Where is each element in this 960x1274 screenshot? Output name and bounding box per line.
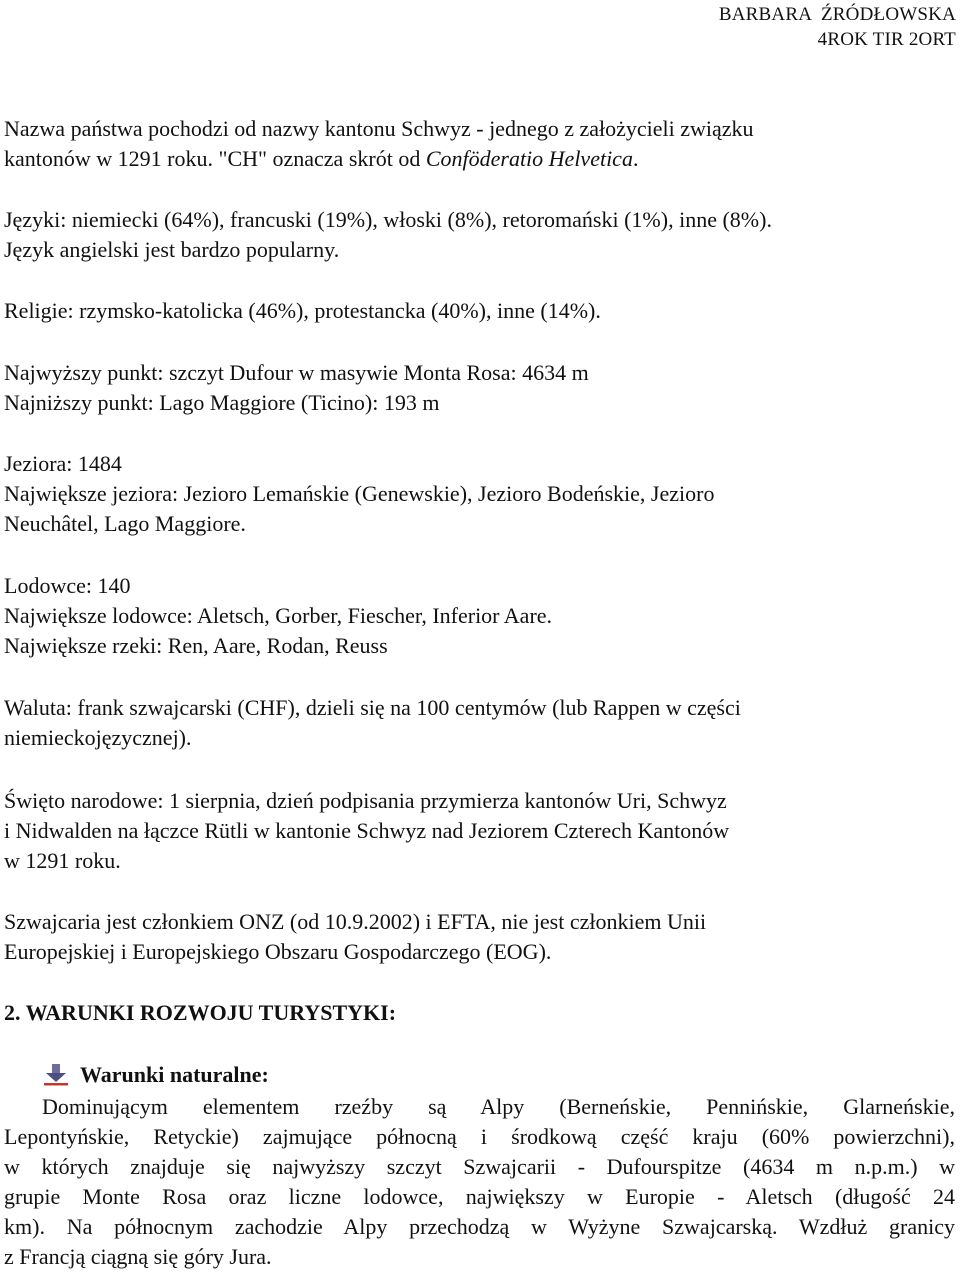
paragraph-religions <box>4 296 954 326</box>
class-label: 4ROK TIR 2ORT <box>817 29 956 50</box>
text-line: grupie Monte Rosa oraz liczne lodowce, największy w Europie - Aletsch (długość 24 <box>4 1184 955 1209</box>
text-line: Język angielski jest bardzo popularny. <box>4 237 340 262</box>
text-line: Lepontyńskie, Retyckie) zajmujące północną i środkową część kraju (60% powierzchni), <box>4 1124 955 1149</box>
paragraph-country-name <box>4 114 954 174</box>
text-line: Lodowce: 140 <box>4 573 131 598</box>
text-line: Najniższy punkt: Lago Maggiore (Ticino): 193 m <box>4 390 440 415</box>
text-line: Nazwa państwa pochodzi od nazwy kantonu Schwyz - jednego z założycieli związku <box>4 116 754 141</box>
text-line: Języki: niemiecki (64%), francuski (19%), włoski (8%), retoromański (1%), inne (8%). <box>4 207 772 232</box>
latin-name: Conföderatio Helvetica <box>425 146 633 171</box>
paragraph-elevation <box>4 358 954 418</box>
text-line: Neuchâtel, Lago Maggiore. <box>4 511 246 536</box>
text-span: kantonów w 1291 roku. "CH" oznacza skrót od <box>4 146 426 171</box>
text-line: w 1291 roku. <box>4 848 121 873</box>
paragraph-glaciers-rivers <box>4 571 954 661</box>
arrow-down-bullet-icon <box>42 1063 70 1087</box>
page-header <box>719 2 956 52</box>
text-line: Waluta: frank szwajcarski (CHF), dzieli się na 100 centymów (lub Rappen w części <box>4 695 741 720</box>
text-line: niemieckojęzycznej). <box>4 725 192 750</box>
paragraph-lakes <box>4 449 954 539</box>
text-line <box>4 144 954 174</box>
text-span: . <box>632 146 639 171</box>
text-line: Największe jeziora: Jezioro Lemańskie (Genewskie), Jezioro Bodeńskie, Jezioro <box>4 481 715 506</box>
text-line: Europejskiej i Europejskiego Obszaru Gospodarczego (EOG). <box>4 939 552 964</box>
text-line: Szwajcaria jest członkiem ONZ (od 10.9.2002) i EFTA, nie jest członkiem Unii <box>4 909 707 934</box>
text-line: km). Na północnym zachodzie Alpy przechodzą w Wyżyne Szwajcarską. Wzdłuż granicy <box>4 1214 955 1239</box>
sub-heading <box>42 1060 269 1090</box>
text-line: Religie: rzymsko-katolicka (46%), protestancka (40%), inne (14%). <box>4 298 601 323</box>
text-line: z Francją ciągną się góry Jura. <box>4 1244 272 1269</box>
text-line: w których znajduje się najwyższy szczyt Szwajcarii - Dufourspitze (4634 m n.p.m.) w <box>4 1154 955 1179</box>
paragraph-natural-conditions <box>4 1092 955 1272</box>
text-line: Największe lodowce: Aletsch, Gorber, Fiescher, Inferior Aare. <box>4 603 553 628</box>
text-line: Najwyższy punkt: szczyt Dufour w masywie Monta Rosa: 4634 m <box>4 360 589 385</box>
paragraph-membership <box>4 907 954 967</box>
text-line: Święto narodowe: 1 sierpnia, dzień podpisania przymierza kantonów Uri, Schwyz <box>4 788 727 813</box>
section-heading: 2. WARUNKI ROZWOJU TURYSTYKI: <box>4 1000 397 1025</box>
paragraph-languages <box>4 205 954 265</box>
text-line: Jeziora: 1484 <box>4 451 122 476</box>
text-line: Dominującym elementem rzeźby są Alpy (Berneńskie, Pennińskie, Glarneńskie, <box>42 1094 955 1119</box>
paragraph-currency <box>4 693 954 753</box>
paragraph-national-holiday <box>4 786 954 876</box>
text-line: Największe rzeki: Ren, Aare, Rodan, Reuss <box>4 633 388 658</box>
text-line: i Nidwalden na łączce Rütli w kantonie Schwyz nad Jeziorem Czterech Kantonów <box>4 818 730 843</box>
author-name: BARBARA ŹRÓDŁOWSKA <box>718 4 956 25</box>
sub-heading-text: Warunki naturalne: <box>80 1062 269 1087</box>
